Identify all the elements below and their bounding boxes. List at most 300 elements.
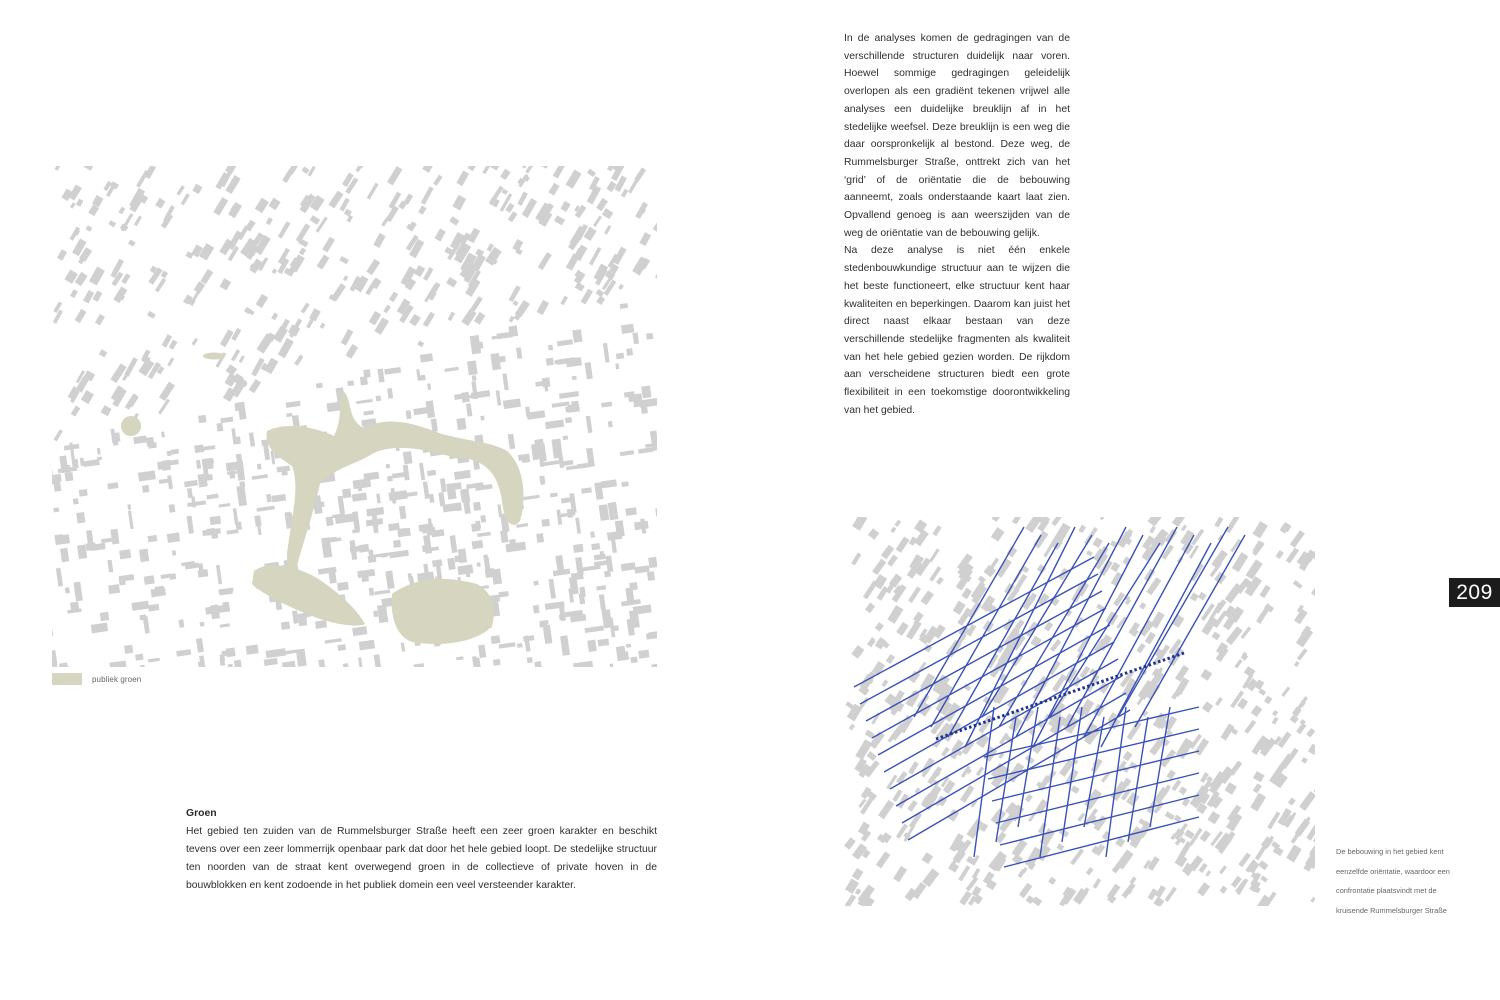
building: [639, 232, 651, 246]
building: [563, 435, 569, 440]
building: [550, 492, 558, 497]
building: [216, 565, 222, 585]
building: [1179, 786, 1187, 795]
building: [387, 166, 402, 185]
building: [377, 369, 384, 383]
building: [231, 328, 241, 341]
building: [277, 465, 291, 472]
building: [108, 584, 120, 594]
building: [167, 451, 172, 457]
building: [626, 644, 631, 648]
building: [358, 657, 363, 667]
building: [1306, 728, 1315, 738]
groen-body: Het gebied ten zuiden van de Rummelsburger Straße heeft een zeer groen karakter en beschikt tevens over een zeer lommerrijk openbaar park dat door het hele gebied loopt. De stedelijke structuur ten noorden van de straat kent overwegend groen in de collectieve of private hoven in de bouwblokken en kent zodoende in het publiek domein een veel versteender karakter.: [186, 826, 657, 891]
building: [413, 407, 429, 415]
building: [347, 380, 354, 386]
building: [139, 549, 149, 563]
building: [1165, 887, 1177, 902]
building: [906, 620, 922, 640]
building: [1286, 845, 1302, 863]
building: [444, 367, 458, 372]
building: [634, 167, 646, 181]
building: [1070, 848, 1084, 865]
building: [206, 528, 215, 536]
building: [1219, 865, 1227, 874]
building: [1288, 798, 1296, 806]
building: [127, 504, 131, 510]
building: [1043, 539, 1056, 558]
building: [83, 290, 94, 304]
building: [110, 529, 119, 545]
building: [509, 285, 521, 302]
building: [1225, 782, 1237, 795]
building: [1123, 751, 1133, 761]
building: [184, 480, 198, 487]
building: [1032, 896, 1042, 906]
building: [525, 407, 531, 418]
building: [455, 502, 461, 511]
building: [632, 332, 639, 344]
building: [655, 508, 657, 517]
building: [220, 278, 232, 290]
building: [1267, 811, 1280, 829]
building: [346, 344, 359, 359]
building: [86, 225, 93, 232]
building: [301, 303, 310, 314]
building: [271, 312, 278, 320]
building: [991, 527, 1005, 541]
building: [271, 494, 286, 502]
building: [599, 504, 610, 521]
building: [399, 528, 406, 534]
building: [226, 364, 238, 375]
building: [427, 383, 431, 390]
building: [877, 586, 889, 601]
building: [589, 247, 601, 265]
building: [192, 338, 199, 346]
building: [1205, 870, 1211, 876]
building: [225, 373, 238, 387]
building: [278, 221, 291, 238]
building: [176, 649, 191, 657]
building: [339, 256, 349, 264]
building: [972, 886, 982, 897]
building: [220, 623, 230, 627]
building: [1200, 830, 1211, 842]
building: [385, 571, 394, 590]
building: [1025, 794, 1033, 802]
building: [422, 166, 433, 173]
building: [187, 500, 206, 507]
building: [257, 506, 275, 512]
building: [499, 356, 506, 363]
building: [231, 428, 237, 444]
building: [1232, 552, 1249, 572]
building: [881, 679, 888, 687]
building: [128, 511, 134, 530]
park-southeast: [392, 579, 494, 644]
building: [509, 316, 515, 323]
building: [1175, 854, 1188, 867]
building: [933, 525, 942, 536]
building: [342, 488, 351, 498]
building: [894, 520, 901, 527]
building: [236, 486, 247, 507]
building: [512, 239, 523, 252]
building: [541, 519, 550, 527]
building: [648, 557, 657, 568]
building: [155, 586, 165, 597]
building: [377, 605, 388, 624]
building: [1201, 669, 1213, 681]
building: [1301, 757, 1308, 764]
building: [620, 303, 628, 309]
building: [1296, 723, 1306, 735]
building: [147, 311, 156, 319]
building: [282, 661, 296, 667]
building: [84, 166, 99, 171]
building: [596, 296, 605, 305]
building: [73, 582, 82, 602]
building: [851, 552, 861, 565]
building: [603, 343, 610, 363]
building: [1086, 550, 1093, 556]
building: [878, 800, 894, 819]
building: [1294, 661, 1300, 667]
building: [109, 661, 126, 667]
building: [337, 582, 349, 591]
building: [89, 267, 105, 286]
building: [272, 268, 277, 274]
building: [581, 487, 592, 493]
building: [176, 185, 185, 195]
building: [606, 181, 616, 192]
map-caption: [1336, 842, 1450, 920]
building: [101, 405, 112, 416]
analysis-paragraph-2: Na deze analyse is niet één enkele stedenbouwkundige structuur aan te wijzen die het beste functioneert, elke structuur kent haar kwaliteiten en beperkingen. Daarom kan juist het direct naast elkaar bestaan van deze verschillende stedelijke fragmenten als kwaliteit van het hele gebied gezien worden. De rijkdom aan verscheidene structuren biedt een grote flexibiliteit in een toekomstige doorontwikkeling van het gebied.: [844, 245, 1070, 416]
building: [344, 209, 352, 217]
building: [172, 550, 176, 556]
building: [257, 525, 261, 536]
building: [199, 243, 214, 260]
groen-section: [186, 805, 657, 895]
building: [596, 585, 606, 590]
building: [387, 388, 393, 399]
building: [65, 587, 70, 593]
building: [517, 192, 528, 206]
legend-label: publiek groen: [92, 674, 142, 684]
building: [366, 259, 380, 275]
building: [581, 289, 593, 305]
building: [1214, 517, 1223, 528]
building: [573, 544, 584, 553]
building: [1031, 636, 1042, 648]
building: [573, 661, 593, 667]
building: [61, 663, 70, 667]
building: [54, 429, 63, 441]
building: [500, 169, 511, 180]
building: [616, 353, 624, 360]
building: [266, 494, 272, 502]
building: [420, 375, 426, 381]
building: [227, 471, 237, 475]
building: [1093, 537, 1103, 548]
building: [1113, 592, 1125, 606]
building: [876, 851, 890, 868]
building: [922, 852, 933, 864]
building: [490, 166, 501, 171]
building: [187, 488, 193, 498]
building: [249, 379, 261, 393]
building: [554, 215, 565, 225]
building: [575, 518, 581, 534]
building: [159, 382, 175, 401]
building: [655, 266, 657, 281]
building: [1260, 876, 1267, 883]
building: [493, 659, 501, 666]
building: [448, 312, 456, 322]
building: [1038, 823, 1047, 834]
building: [872, 559, 886, 575]
building: [585, 362, 593, 379]
building: [1241, 653, 1248, 660]
building: [921, 590, 934, 605]
building: [341, 329, 354, 345]
grid-line: [1067, 527, 1177, 727]
building: [142, 485, 150, 493]
building: [574, 245, 588, 262]
building: [414, 663, 425, 667]
building: [1225, 517, 1239, 533]
building: [601, 479, 617, 488]
building: [286, 413, 292, 417]
analysis-paragraph-1: In de analyses komen de gedragingen van de verschillende structuren duidelijk naar voren. Hoewel sommige gedragingen geleidelijk overlopen als een gradiënt tekenen vrijwel alle analyses een duidelijke breuklijn af in het stedelijke weefsel. Deze breuklijn is een weg die daar oorspronkelijk al bestond. Deze weg, de Rummelsburger Straße, onttrekt zich van het ‘grid’ of de oriëntatie die de bebouwing aanneemt, zoals onderstaande kaart laat zien. Opvallend genoeg is aan weerszijden van de weg de oriëntatie van de bebouwing gelijk.: [844, 33, 1070, 239]
building: [1086, 867, 1094, 875]
building: [81, 390, 94, 404]
building: [86, 530, 94, 545]
building: [1290, 530, 1305, 548]
building: [420, 353, 433, 362]
building: [616, 646, 627, 661]
building: [433, 175, 443, 186]
building: [958, 865, 970, 881]
building: [254, 515, 261, 526]
building: [456, 171, 469, 187]
building: [852, 868, 864, 880]
building: [118, 207, 125, 215]
building: [162, 459, 179, 466]
building: [231, 349, 240, 361]
building: [366, 518, 383, 526]
building: [587, 169, 596, 177]
building: [340, 198, 350, 212]
grid-line: [854, 557, 1094, 687]
building: [71, 406, 81, 417]
building: [992, 517, 1002, 522]
building: [457, 564, 473, 575]
grid-line: [1135, 535, 1245, 727]
building: [611, 625, 619, 631]
building: [65, 472, 74, 481]
building: [393, 540, 401, 548]
building: [76, 512, 85, 523]
building: [1276, 550, 1284, 559]
building: [178, 619, 184, 628]
building: [575, 557, 584, 575]
building: [633, 604, 652, 614]
building: [363, 410, 374, 415]
building: [429, 494, 435, 503]
building: [456, 656, 464, 660]
building: [559, 391, 579, 399]
building: [1260, 585, 1271, 598]
building: [134, 215, 142, 226]
building: [914, 519, 927, 533]
building: [477, 562, 481, 567]
building: [1019, 883, 1032, 898]
building: [52, 627, 53, 636]
building: [75, 309, 87, 323]
building: [472, 540, 484, 549]
building: [1078, 525, 1086, 533]
building: [239, 481, 245, 487]
building: [1175, 665, 1189, 682]
map-orientation-canvas: [844, 517, 1315, 906]
building: [148, 604, 159, 612]
building: [499, 591, 509, 597]
building: [148, 658, 160, 663]
building: [587, 640, 597, 652]
building: [449, 216, 459, 225]
building: [294, 355, 303, 366]
building: [560, 635, 570, 656]
park-small-west: [121, 416, 141, 436]
building: [1272, 717, 1279, 725]
building: [328, 191, 343, 209]
building: [144, 575, 155, 585]
building: [467, 360, 478, 375]
building: [55, 166, 63, 171]
building: [544, 632, 552, 639]
building: [353, 478, 372, 489]
building: [604, 225, 611, 235]
building: [423, 312, 435, 327]
building: [909, 536, 917, 545]
building: [347, 215, 354, 223]
building: [357, 569, 375, 578]
building: [638, 447, 653, 454]
building: [447, 558, 455, 570]
building: [70, 202, 76, 208]
building: [516, 523, 528, 528]
building: [545, 420, 564, 430]
building: [653, 217, 657, 233]
building: [599, 594, 606, 610]
building: [538, 252, 552, 270]
building: [234, 660, 244, 667]
building: [860, 798, 873, 815]
building: [572, 376, 577, 380]
building: [198, 415, 206, 423]
building: [540, 620, 549, 625]
building: [1149, 526, 1156, 534]
building: [886, 654, 895, 664]
building: [638, 650, 649, 659]
building: [517, 643, 523, 648]
building: [559, 614, 565, 620]
building: [1172, 517, 1189, 527]
building: [615, 363, 619, 369]
building: [908, 761, 919, 775]
building: [113, 286, 127, 303]
building: [620, 450, 634, 456]
building: [73, 498, 79, 504]
figure-ground-map-green: [52, 166, 657, 667]
building: [128, 239, 136, 246]
caption-line-2: eenzelfde oriëntatie, waardoor een: [1336, 866, 1450, 876]
building: [1220, 886, 1228, 894]
building: [414, 265, 425, 277]
building: [472, 375, 477, 381]
building: [855, 888, 861, 895]
building: [438, 492, 445, 506]
building: [373, 611, 378, 618]
building: [310, 215, 321, 225]
building: [516, 347, 522, 359]
building: [548, 345, 553, 351]
building: [131, 601, 149, 611]
building: [72, 459, 79, 469]
building: [235, 522, 242, 531]
building: [553, 166, 568, 178]
building: [936, 577, 944, 585]
building: [586, 416, 593, 433]
building: [1272, 710, 1278, 716]
building: [1250, 793, 1266, 812]
building: [1296, 628, 1313, 648]
building: [1281, 686, 1290, 697]
building: [256, 294, 269, 308]
building: [601, 402, 612, 408]
building: [1198, 592, 1207, 601]
building: [608, 421, 613, 428]
building: [169, 340, 178, 350]
building: [1093, 878, 1101, 889]
building: [52, 650, 58, 667]
building: [1199, 863, 1208, 873]
building: [593, 215, 602, 226]
building: [496, 390, 502, 405]
figure-ground-map-orientation: [844, 517, 1315, 906]
building: [286, 401, 301, 408]
building: [1026, 895, 1035, 904]
building: [257, 333, 274, 354]
building: [57, 249, 67, 261]
building: [929, 548, 940, 562]
building: [560, 201, 570, 212]
building-footprints: [52, 166, 657, 667]
building: [228, 202, 242, 218]
building: [1264, 696, 1272, 705]
building: [598, 638, 610, 646]
building: [220, 329, 234, 347]
building: [210, 516, 222, 525]
building: [1153, 897, 1164, 906]
building: [216, 423, 223, 432]
building: [246, 644, 259, 654]
building: [140, 665, 147, 667]
building: [315, 620, 327, 629]
